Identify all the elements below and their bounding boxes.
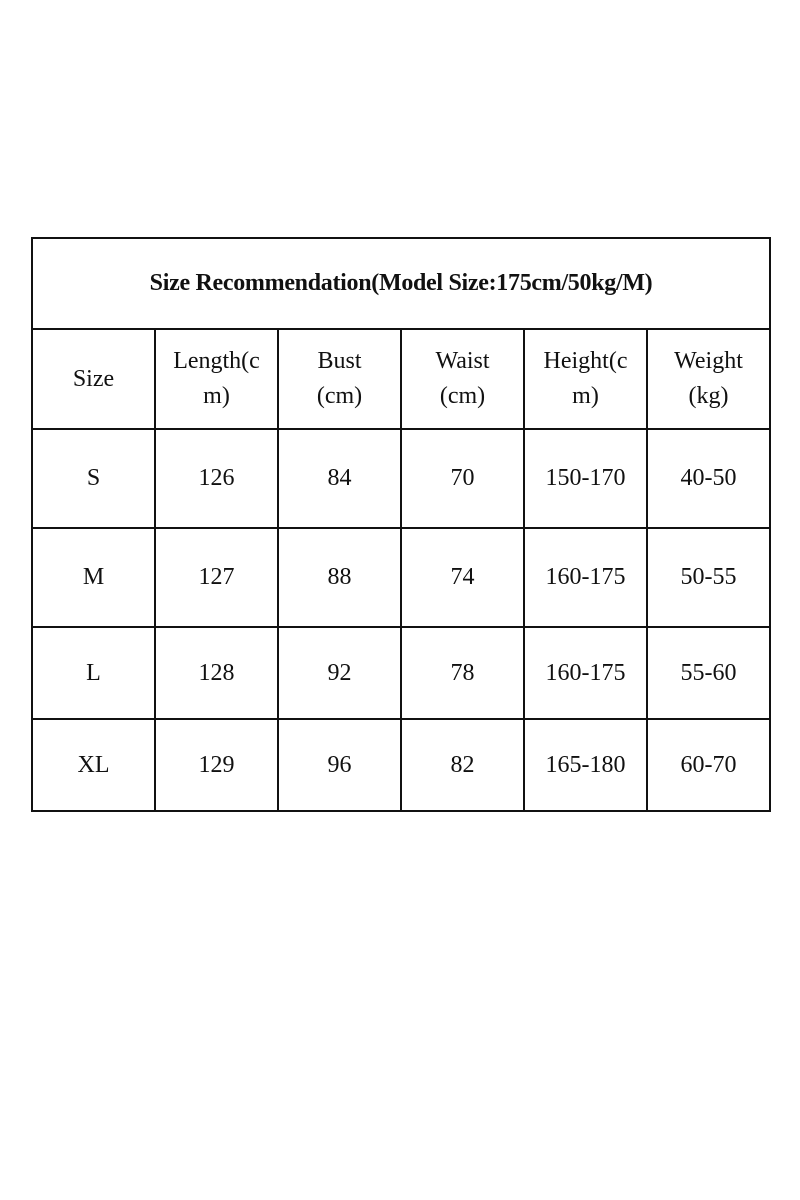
- cell-weight: 40-50: [647, 429, 770, 528]
- table-row: [32, 627, 770, 719]
- cell-length: 129: [155, 719, 278, 811]
- header-row: [32, 329, 770, 429]
- cell-waist: 78: [401, 627, 524, 719]
- header-size-label: Size: [72, 365, 115, 392]
- size-recommendation-table: [31, 237, 771, 812]
- header-height-label: Height(cm): [543, 348, 628, 409]
- cell-size: XL: [32, 719, 155, 811]
- cell-waist: 70: [401, 429, 524, 528]
- cell-height: 150-170: [524, 429, 647, 528]
- cell-bust: 84: [278, 429, 401, 528]
- cell-weight: 50-55: [647, 528, 770, 627]
- cell-bust: 92: [278, 627, 401, 719]
- cell-bust: 88: [278, 528, 401, 627]
- title-row: [32, 238, 770, 329]
- header-length: [155, 329, 278, 429]
- table-row: [32, 719, 770, 811]
- cell-length: 127: [155, 528, 278, 627]
- header-weight-label: Weight(kg): [674, 348, 743, 409]
- header-bust: [278, 329, 401, 429]
- cell-bust: 96: [278, 719, 401, 811]
- header-waist: [401, 329, 524, 429]
- cell-length: 126: [155, 429, 278, 528]
- cell-waist: 74: [401, 528, 524, 627]
- cell-weight: 55-60: [647, 627, 770, 719]
- header-size: [32, 329, 155, 429]
- table-title: Size Recommendation(Model Size:175cm/50kg/M): [32, 238, 770, 329]
- cell-length: 128: [155, 627, 278, 719]
- table-row: [32, 429, 770, 528]
- cell-height: 160-175: [524, 627, 647, 719]
- cell-height: 160-175: [524, 528, 647, 627]
- header-weight: [647, 329, 770, 429]
- cell-height: 165-180: [524, 719, 647, 811]
- cell-size: M: [32, 528, 155, 627]
- cell-weight: 60-70: [647, 719, 770, 811]
- cell-size: L: [32, 627, 155, 719]
- header-length-label: Length(cm): [173, 348, 260, 409]
- header-waist-label: Waist (cm): [435, 348, 490, 409]
- header-height: [524, 329, 647, 429]
- table-row: [32, 528, 770, 627]
- cell-waist: 82: [401, 719, 524, 811]
- cell-size: S: [32, 429, 155, 528]
- header-bust-label: Bust (cm): [316, 348, 363, 409]
